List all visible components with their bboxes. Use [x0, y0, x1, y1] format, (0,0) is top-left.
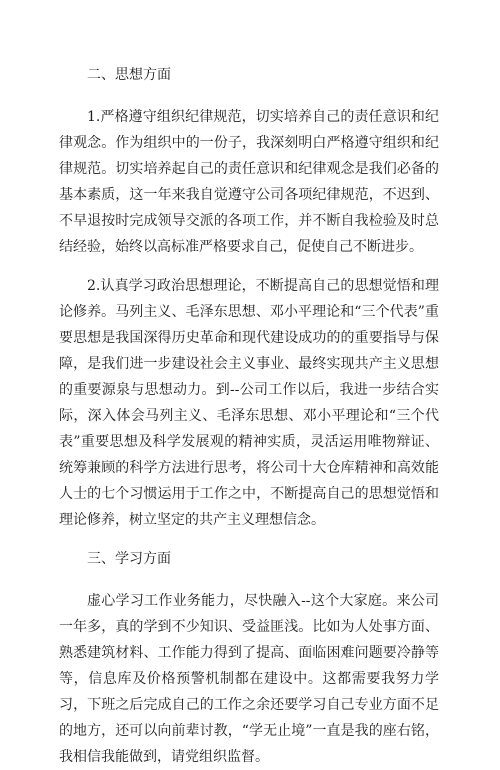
section-heading-thought: 二、思想方面 — [87, 67, 171, 83]
paragraph-study: 虚心学习工作业务能力，尽快融入--这个大家庭。来公司一年多，真的学到不少知识、受益匪浅。比如为人处事方面、熟悉建筑材料、工作能力得到了提高、面临困难问题要冷静等等，信息库及价格预警机制都在建设中。这都需要我努力学习，下班之后完成自己的工作之余还要学习自己专业方面不足的地方，还可以向前辈讨教，“学无止境”一直是我的座右铭，我相信我能做到，请党组织监督。 — [59, 593, 439, 765]
paragraph-discipline: 1.严格遵守组织纪律规范，切实培养自己的责任意识和纪律观念。作为组织中的一份子，我深刻明白严格遵守组织和纪律规范。切实培养起自己的责任意识和纪律观念是我们必备的基本素质，这一年来我自觉遵守公司各项纪律规范，不迟到、不早退按时完成领导交派的各项工作，并不断自我检验及时总结经验，始终以高标准严格要求自己，促使自己不断进步。 — [59, 109, 439, 255]
document-body — [59, 62, 439, 770]
section-heading-study: 三、学习方面 — [87, 551, 171, 567]
paragraph-political-theory: 2.认真学习政治思想理论，不断提高自己的思想觉悟和理论修养。马列主义、毛泽东思想、邓小平理论和“三个代表”重要思想是我国深得历史革命和现代建设成功的的重要指导与保障，是我们进一步建设社会主义事业、最终实现共产主义思想的重要源泉与思想动力。到--公司工作以后，我进一步结合实际，深入体会马列主义、毛泽东思想、邓小平理论和“三个代表”重要思想及科学发展观的精神实质，灵活运用唯物辩证、统筹兼顾的科学方法进行思考，将公司十大仓库精神和高效能人士的七个习惯运用于工作之中，不断提高自己的思想觉悟和理论修养，树立坚定的共产主义理想信念。 — [59, 278, 439, 528]
